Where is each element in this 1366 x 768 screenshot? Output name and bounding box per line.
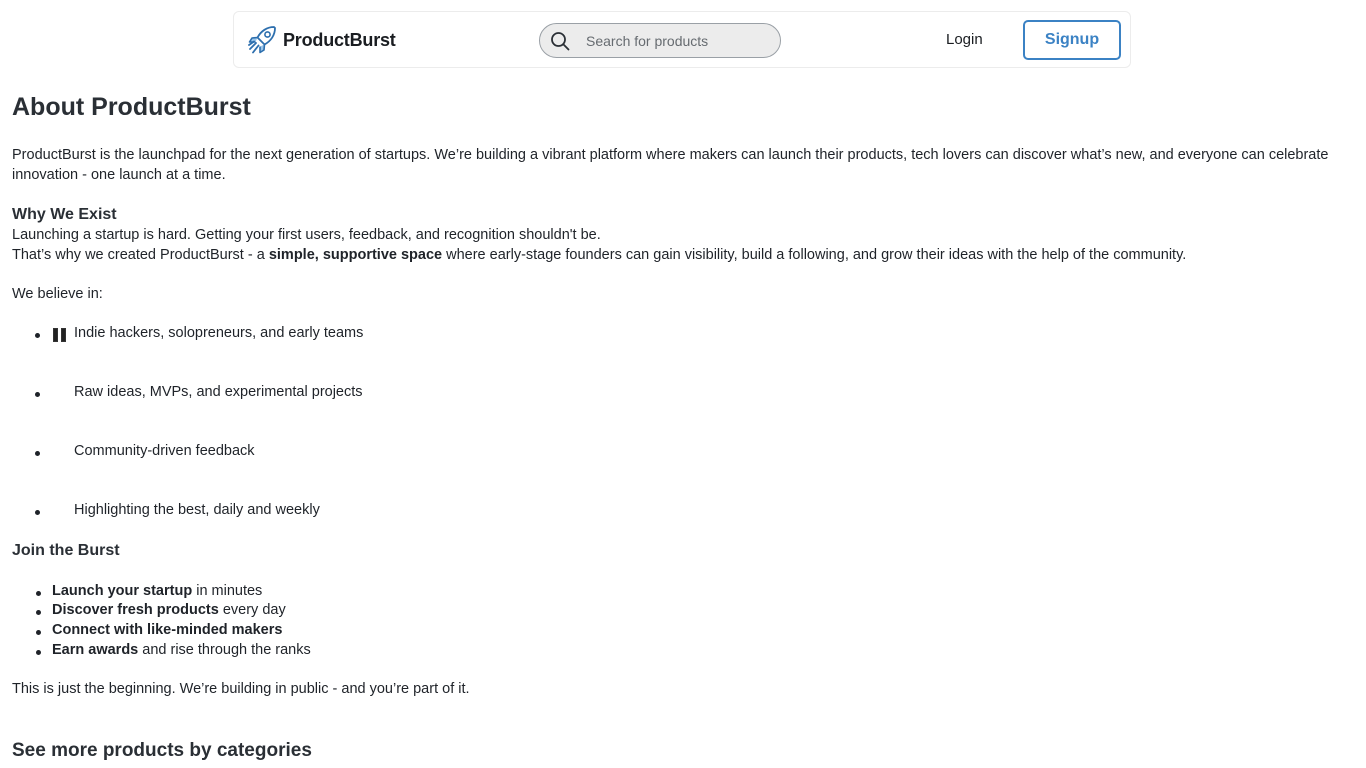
- brand-logo[interactable]: [246, 24, 396, 56]
- page-title: About ProductBurst: [12, 93, 251, 121]
- intro-paragraph: ProductBurst is the launchpad for the next generation of startups. We’re building a vibrant platform where makers can launch their products, tech lovers can discover what’s new, and everyone can celebrate innovation - one launch at a time.: [12, 147, 1329, 183]
- categories-heading: See more products by categories: [12, 740, 312, 761]
- join-item: [52, 622, 282, 638]
- join-item: [52, 583, 262, 599]
- bullet-dot: [35, 510, 40, 515]
- bullet-dot: [36, 591, 41, 596]
- bullet-dot: [36, 650, 41, 655]
- join-item-rest: every day: [218, 602, 286, 618]
- beliefs-intro: We believe in:: [12, 286, 103, 302]
- bullet-dot: [36, 630, 41, 635]
- join-item-bold: Earn awards: [52, 642, 139, 658]
- bullet-dot: [35, 392, 40, 397]
- search-input[interactable]: [586, 24, 771, 57]
- belief-label: Indie hackers, solopreneurs, and early teams: [74, 325, 364, 341]
- join-item-rest: and rise through the ranks: [138, 642, 311, 658]
- bullet-dot: [36, 610, 41, 615]
- list-item: [12, 384, 612, 404]
- bullet-dot: [35, 333, 40, 338]
- bullet-dot: [35, 451, 40, 456]
- join-item-rest: in minutes: [192, 583, 263, 599]
- login-link[interactable]: Login: [946, 31, 983, 48]
- why-line-2-prefix: That’s why we created ProductBurst - a: [12, 247, 269, 263]
- join-item-bold: Launch your startup: [52, 583, 193, 599]
- signup-button[interactable]: Signup: [1023, 20, 1121, 60]
- belief-label: Community-driven feedback: [74, 443, 255, 459]
- top-navbar: [233, 11, 1131, 68]
- why-line-2-suffix: where early-stage founders can gain visibility, build a following, and grow their ideas with the help of the community.: [442, 247, 1187, 263]
- closing-line: This is just the beginning. We’re building in public - and you’re part of it.: [12, 681, 470, 697]
- belief-label: Raw ideas, MVPs, and experimental projects: [74, 384, 363, 400]
- join-item: [52, 642, 311, 658]
- list-item: [12, 622, 612, 642]
- why-heading: Why We Exist: [12, 206, 117, 223]
- why-line-1: Launching a startup is hard. Getting your first users, feedback, and recognition shouldn't be.: [12, 227, 601, 243]
- brand-name: ProductBurst: [283, 29, 396, 50]
- people-icon: [53, 328, 66, 342]
- join-item: [52, 602, 286, 618]
- list-item: [12, 642, 612, 662]
- list-item: [12, 602, 612, 622]
- why-line-2-bold: simple, supportive space: [268, 247, 443, 263]
- search-box[interactable]: [539, 23, 781, 58]
- why-line-2: [12, 247, 1186, 263]
- list-item: [12, 443, 612, 463]
- rocket-icon: [246, 24, 278, 56]
- search-icon: [550, 31, 570, 51]
- join-heading: Join the Burst: [12, 542, 120, 559]
- list-item: [12, 583, 612, 603]
- join-item-bold: Connect with like-minded makers: [52, 622, 283, 638]
- join-item-bold: Discover fresh products: [52, 602, 219, 618]
- belief-label: Highlighting the best, daily and weekly: [74, 502, 320, 518]
- list-item: [12, 325, 612, 345]
- list-item: [12, 502, 612, 522]
